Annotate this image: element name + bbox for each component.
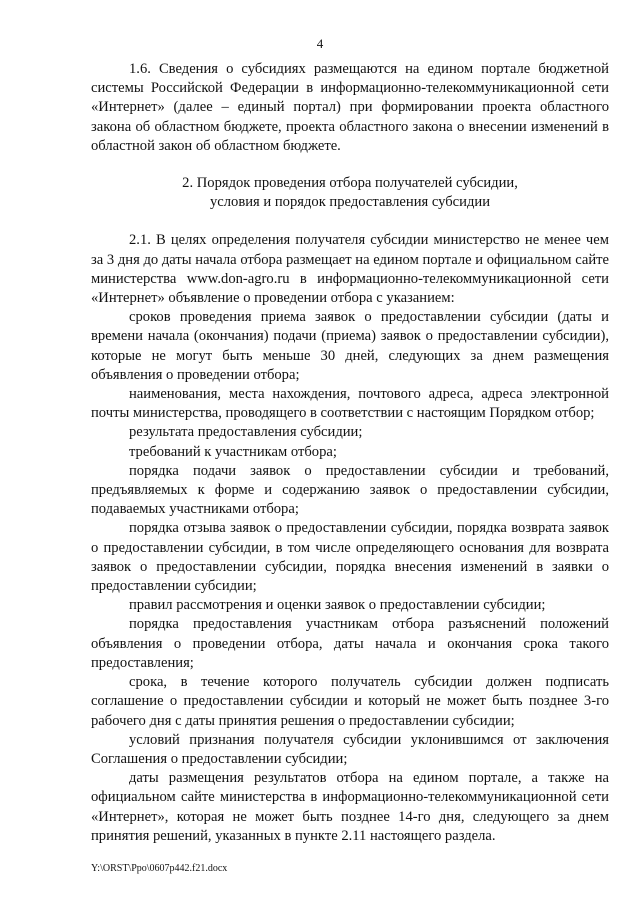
footer-file-path: Y:\ORST\Ppo\0607p442.f21.docx: [91, 863, 228, 874]
section-heading-line-2: условия и порядок предоставления субсидии: [209, 194, 491, 211]
paragraph-1-6: 1.6. Сведения о субсидиях размещаются на едином портале бюджетной системы Российской Федерации в информационно-телекоммуникационной сети «Интернет» (далее – единый портал) при формировании проекта областного закона об областном бюджете, проекта областного закона о внесении изменений в областной закон об областном бюджете.: [91, 61, 609, 154]
page-number: 4: [316, 36, 324, 51]
section-heading: [91, 174, 609, 212]
list-item-requirements: требований к участникам отбора;: [129, 443, 337, 460]
list-item-evasion-conditions: условий признания получателя субсидии уклонившимся от заключения Соглашения о предоставлении субсидии;: [91, 731, 609, 767]
list-item-ministry-contacts: наименования, места нахождения, почтового адреса, адреса электронной почты министерства, проводящего в соответствии с настоящим Порядком отбор;: [91, 386, 609, 422]
list-item-deadlines: сроков проведения приема заявок о предоставлении субсидии (даты и времени начала (окончания) подачи (приема) заявок о предоставлении субсидии), которые не могут быть меньше 30 дней, следующих за днем размещения объявления о проведении отбора;: [91, 309, 609, 383]
list-item-submission-procedure: порядка подачи заявок о предоставлении субсидии и требований, предъявляемых к форме и содержанию заявок о предоставлении субсидии, подаваемых участниками отбора;: [91, 462, 609, 518]
list-item-signing-deadline: срока, в течение которого получатель субсидии должен подписать соглашение о предоставлении субсидии и который не может быть позднее 3-го рабочего дня с даты принятия решения о предоставлении субсидии;: [91, 674, 609, 729]
list-item-withdrawal-procedure: порядка отзыва заявок о предоставлении субсидии, порядка возврата заявок о предоставлении субсидии, в том числе определяющего основания для возврата заявок о предоставлении субсидии, порядка внесения изменений в заявки о предоставлении субсидии;: [91, 520, 609, 595]
section-heading-line-1: 2. Порядок проведения отбора получателей субсидии,: [182, 175, 518, 192]
list-item-evaluation-rules: правил рассмотрения и оценки заявок о предоставлении субсидии;: [129, 597, 546, 614]
list-item-clarifications: порядка предоставления участникам отбора разъяснений положений объявления о проведении отбора, даты начала и окончания срока такого предоставления;: [91, 616, 609, 671]
list-item-results-publication: даты размещения результатов отбора на едином портале, а также на официальном сайте министерства в информационно-телекоммуникационной сети «Интернет», которая не может быть позднее 14-го дня, следующего за днем принятия решений, указанных в пункте 2.11 настоящего раздела.: [91, 770, 609, 844]
document-body: [91, 60, 609, 846]
paragraph-2-1: 2.1. В целях определения получателя субсидии министерство не менее чем за 3 дня до даты начала отбора размещает на едином портале и официальном сайте министерства www.don-agro.ru в информационно-телекоммуникационной сети «Интернет» объявление о проведении отбора с указанием:: [91, 232, 609, 307]
list-item-result: результата предоставления субсидии;: [129, 424, 363, 441]
